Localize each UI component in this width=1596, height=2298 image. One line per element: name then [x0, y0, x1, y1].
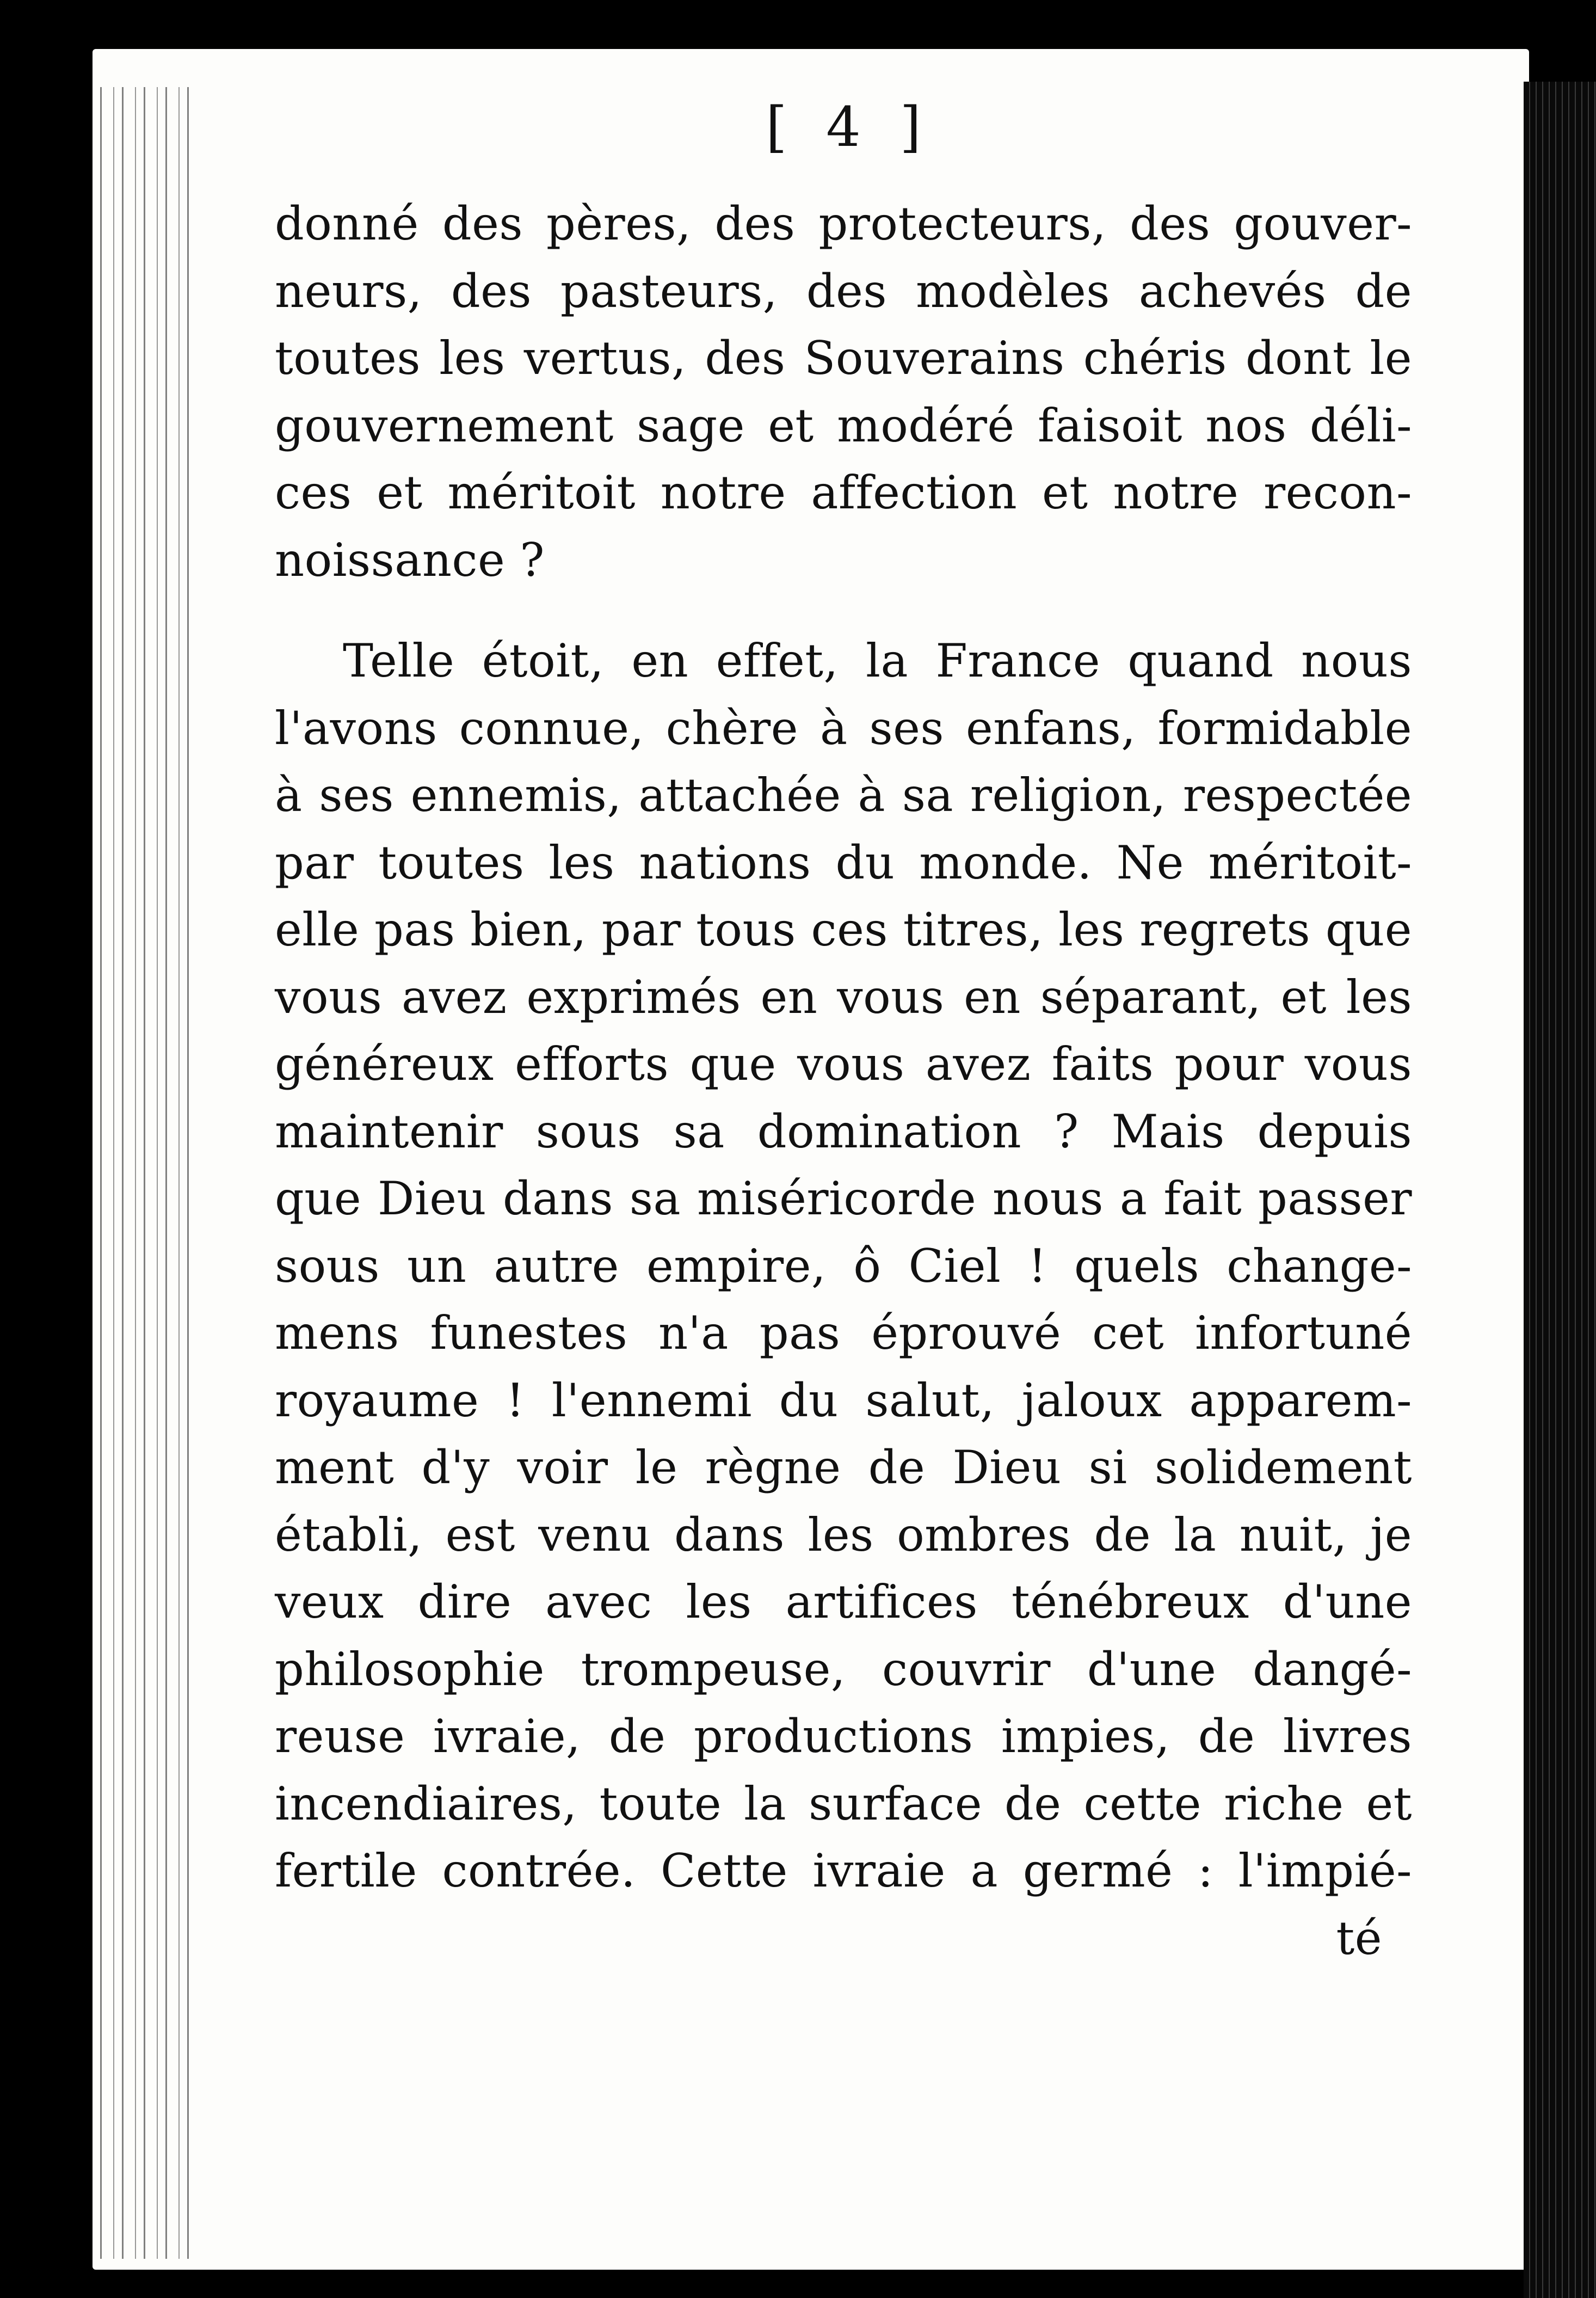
paragraph-gap — [275, 594, 1412, 628]
body-text — [275, 191, 1412, 1972]
text-line: ces et méritoit notre affection et notre recon- — [275, 466, 1412, 519]
text-line: Telle étoit, en effet, la France quand nous — [343, 634, 1412, 687]
page-edge-left — [93, 87, 196, 2259]
text-line: maintenir sous sa domination ? Mais depuis — [275, 1104, 1412, 1158]
text-line: reuse ivraie, de productions impies, de livres — [275, 1710, 1412, 1763]
text-line: fertile contrée. Cette ivraie a germé : l'impié- — [275, 1844, 1412, 1897]
text-line: par toutes les nations du monde. Ne méritoit- — [275, 835, 1412, 889]
text-line: l'avons connue, chère à ses enfans, formidable — [275, 701, 1412, 755]
text-line: établi, est venu dans les ombres de la nuit, je — [275, 1508, 1412, 1562]
text-line: vous avez exprimés en vous en séparant, et les — [275, 970, 1412, 1024]
text-line: neurs, des pasteurs, des modèles achevés de — [275, 264, 1412, 318]
text-line: philosophie trompeuse, couvrir d'une dangé- — [275, 1642, 1412, 1696]
text-line: elle pas bien, par tous ces titres, les regrets que — [275, 903, 1412, 956]
text-line: que Dieu dans sa miséricorde nous a fait passer — [275, 1172, 1412, 1225]
text-line: veux dire avec les artifices ténébreux d'une — [275, 1575, 1412, 1629]
catchword: té — [1336, 1911, 1382, 1965]
text-line: toutes les vertus, des Souverains chéris dont le — [275, 331, 1412, 385]
text-line: généreux efforts que vous avez faits pour vous — [275, 1037, 1412, 1091]
text-line: ment d'y voir le règne de Dieu si solidement — [275, 1441, 1412, 1494]
text-line: royaume ! l'ennemi du salut, jaloux apparem- — [275, 1373, 1412, 1427]
text-line: mens funestes n'a pas éprouvé cet infortuné — [275, 1306, 1412, 1360]
text-line: sous un autre empire, ô Ciel ! quels change- — [275, 1239, 1412, 1293]
text-line: à ses ennemis, attachée à sa religion, respectée — [275, 769, 1412, 822]
text-line: incendiaires, toute la surface de cette riche et — [275, 1777, 1412, 1830]
page-edge-right — [1524, 82, 1596, 2298]
text-line: noissance ? — [275, 533, 545, 587]
text-line: donné des pères, des protecteurs, des gouver- — [275, 197, 1412, 250]
page-number: [ 4 ] — [766, 95, 932, 159]
text-line: gouvernement sage et modéré faisoit nos déli- — [275, 398, 1412, 452]
